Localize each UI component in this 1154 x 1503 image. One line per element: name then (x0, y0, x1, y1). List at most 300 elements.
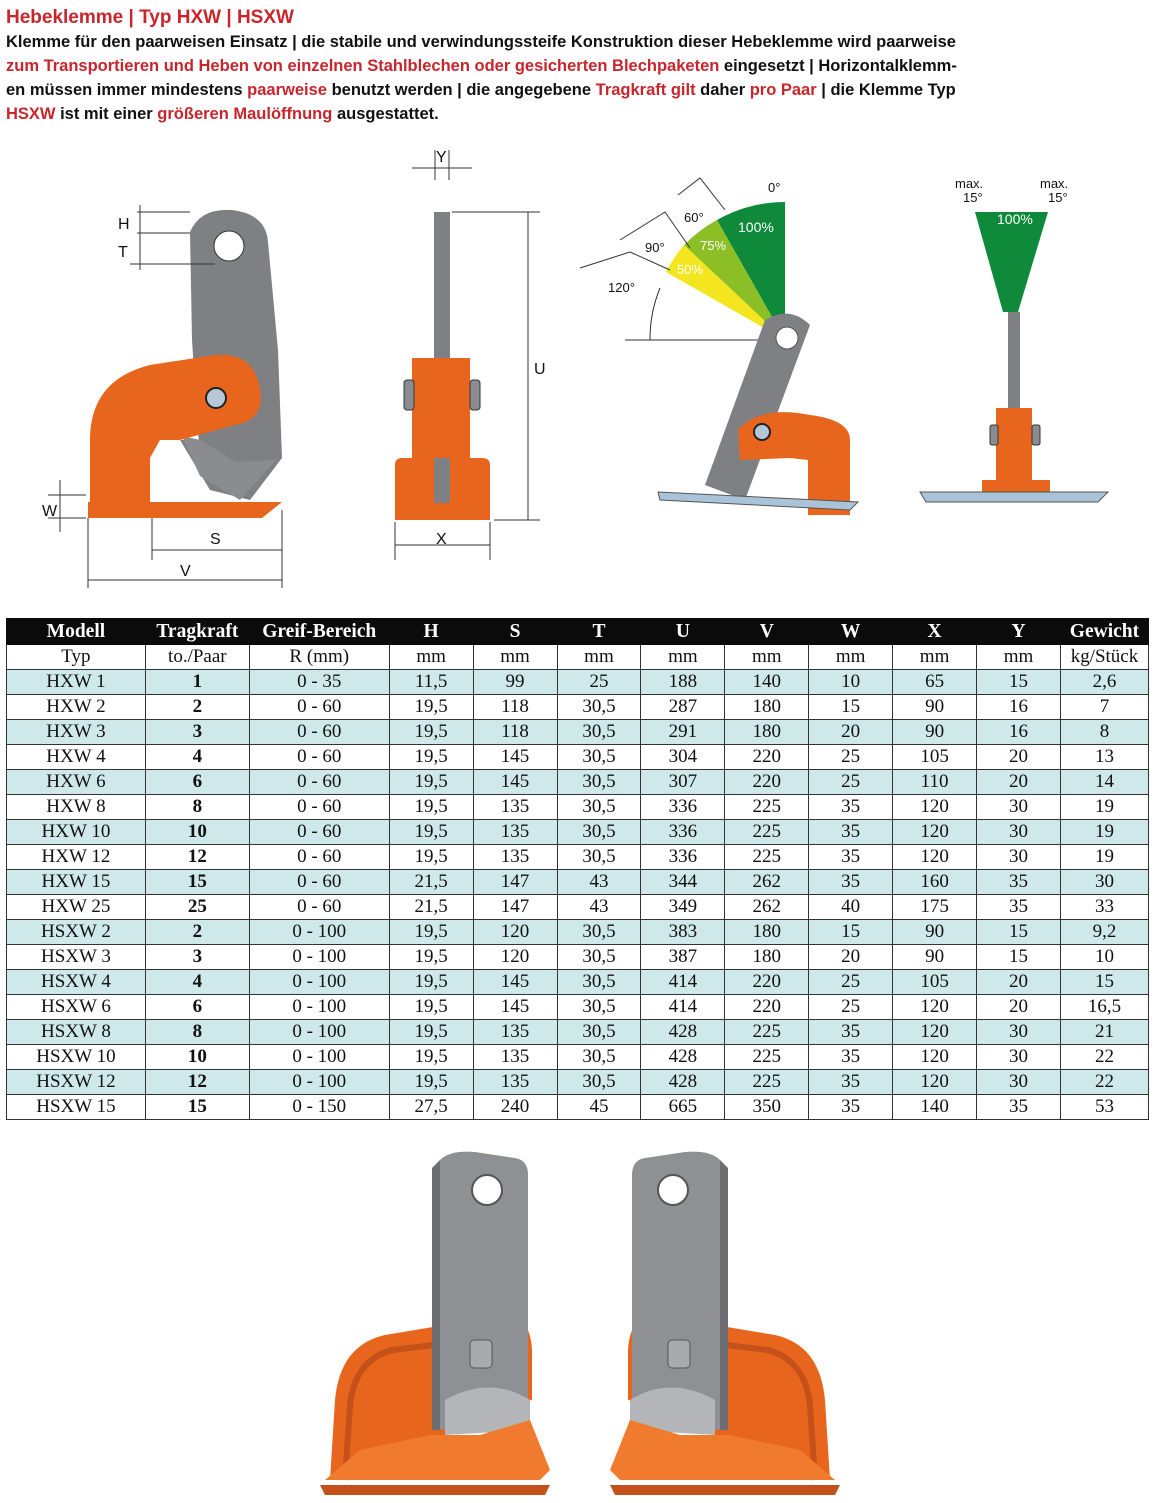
table-cell: 120 (893, 995, 977, 1020)
table-cell: 25 (557, 670, 641, 695)
table-cell: HSXW 3 (7, 945, 146, 970)
pct-75: 75% (700, 238, 727, 253)
table-cell: 19 (1060, 820, 1148, 845)
column-header: X (893, 619, 977, 645)
column-header: Greif-Bereich (249, 619, 389, 645)
table-cell: 225 (725, 845, 809, 870)
table-row (7, 795, 1149, 820)
angle-120: 120° (608, 280, 635, 295)
table-cell: 30 (977, 820, 1061, 845)
table-body (7, 670, 1149, 1120)
table-cell: 147 (473, 870, 557, 895)
table-cell: 8 (1060, 720, 1148, 745)
table-cell: 19,5 (389, 695, 473, 720)
table-cell: 188 (641, 670, 725, 695)
table-cell: 19,5 (389, 945, 473, 970)
table-cell: 225 (725, 820, 809, 845)
table-cell: 19,5 (389, 995, 473, 1020)
table-cell: 19,5 (389, 820, 473, 845)
table-cell: 2 (145, 920, 249, 945)
column-header: U (641, 619, 725, 645)
table-cell: 120 (893, 845, 977, 870)
table-cell: 90 (893, 945, 977, 970)
table-cell: 428 (641, 1020, 725, 1045)
column-header: V (725, 619, 809, 645)
table-cell: 27,5 (389, 1095, 473, 1120)
table-cell: 53 (1060, 1095, 1148, 1120)
table-cell: 220 (725, 970, 809, 995)
dim-label-h: H (118, 216, 130, 233)
table-row (7, 670, 1149, 695)
table-cell: 336 (641, 795, 725, 820)
column-header: W (809, 619, 893, 645)
table-cell: 120 (473, 945, 557, 970)
table-cell: HSXW 2 (7, 920, 146, 945)
table-row (7, 920, 1149, 945)
table-row (7, 820, 1149, 845)
table-cell: 35 (809, 1070, 893, 1095)
table-cell: 135 (473, 795, 557, 820)
table-cell: 21 (1060, 1020, 1148, 1045)
table-cell: 9,2 (1060, 920, 1148, 945)
table-cell: HSXW 6 (7, 995, 146, 1020)
technical-drawings (0, 140, 1154, 590)
table-cell: 118 (473, 720, 557, 745)
table-cell: 304 (641, 745, 725, 770)
angle-60: 60° (684, 210, 704, 225)
table-cell: 35 (809, 1095, 893, 1120)
table-cell: 30,5 (557, 820, 641, 845)
table-cell: 0 - 60 (249, 770, 389, 795)
table-cell: 0 - 60 (249, 720, 389, 745)
table-cell: HXW 2 (7, 695, 146, 720)
table-row (7, 745, 1149, 770)
table-cell: 180 (725, 945, 809, 970)
table-cell: 16 (977, 695, 1061, 720)
table-row (7, 720, 1149, 745)
table-cell: 0 - 100 (249, 995, 389, 1020)
table-cell: 0 - 60 (249, 745, 389, 770)
table-cell: 25 (809, 745, 893, 770)
table-cell: 3 (145, 945, 249, 970)
unit-cell: mm (893, 645, 977, 670)
table-cell: 12 (145, 1070, 249, 1095)
table-cell: 15 (977, 920, 1061, 945)
table-cell: 0 - 100 (249, 920, 389, 945)
table-cell: 10 (1060, 945, 1148, 970)
table-cell: 0 - 60 (249, 695, 389, 720)
table-cell: 35 (977, 1095, 1061, 1120)
table-cell: 0 - 60 (249, 820, 389, 845)
table-cell: 30,5 (557, 1070, 641, 1095)
dim-label-y: Y (436, 149, 447, 166)
max-pct: 100% (997, 211, 1033, 227)
table-cell: 21,5 (389, 870, 473, 895)
table-cell: 19,5 (389, 920, 473, 945)
table-cell: 120 (893, 1020, 977, 1045)
table-cell: 15 (1060, 970, 1148, 995)
table-cell: 21,5 (389, 895, 473, 920)
table-cell: 16,5 (1060, 995, 1148, 1020)
table-cell: 19 (1060, 845, 1148, 870)
table-cell: 15 (145, 1095, 249, 1120)
table-cell: 11,5 (389, 670, 473, 695)
table-cell: 43 (557, 895, 641, 920)
table-cell: 240 (473, 1095, 557, 1120)
table-cell: 0 - 100 (249, 945, 389, 970)
table-cell: 135 (473, 1020, 557, 1045)
table-cell: 20 (977, 770, 1061, 795)
table-cell: 40 (809, 895, 893, 920)
table-cell: 120 (473, 920, 557, 945)
table-cell: 19,5 (389, 1045, 473, 1070)
table-cell: 19,5 (389, 770, 473, 795)
table-cell: 30,5 (557, 770, 641, 795)
table-cell: 10 (145, 1045, 249, 1070)
unit-cell: mm (473, 645, 557, 670)
table-cell: HXW 15 (7, 870, 146, 895)
table-cell: 30,5 (557, 920, 641, 945)
table-cell: 22 (1060, 1045, 1148, 1070)
table-cell: HSXW 10 (7, 1045, 146, 1070)
pct-100: 100% (738, 219, 774, 235)
table-cell: 3 (145, 720, 249, 745)
table-cell: 8 (145, 795, 249, 820)
page-title: Hebeklemme | Typ HXW | HSXW (6, 7, 294, 28)
plain-text: | die Klemme Typ (816, 81, 956, 99)
table-cell: 105 (893, 745, 977, 770)
table-cell: 180 (725, 695, 809, 720)
table-cell: 25 (145, 895, 249, 920)
table-cell: 220 (725, 770, 809, 795)
table-cell: HSXW 12 (7, 1070, 146, 1095)
table-cell: HXW 12 (7, 845, 146, 870)
table-cell: 120 (893, 1045, 977, 1070)
plain-text: benutzt werden | die angegebene (326, 81, 596, 99)
table-cell: 19,5 (389, 1070, 473, 1095)
table-cell: 414 (641, 970, 725, 995)
table-cell: 90 (893, 720, 977, 745)
table-cell: 6 (145, 995, 249, 1020)
plain-text: eingesetzt | Horizontalklemm- (719, 57, 957, 75)
table-row (7, 995, 1149, 1020)
table-cell: 414 (641, 995, 725, 1020)
table-cell: 25 (809, 995, 893, 1020)
table-unit-row (7, 645, 1149, 670)
table-cell: 19,5 (389, 745, 473, 770)
table-cell: 20 (809, 945, 893, 970)
table-cell: 350 (725, 1095, 809, 1120)
table-cell: 19,5 (389, 845, 473, 870)
table-cell: 118 (473, 695, 557, 720)
intro-line-3 (6, 78, 1148, 102)
dim-label-x: X (436, 531, 447, 548)
table-cell: 30 (1060, 870, 1148, 895)
table-row (7, 945, 1149, 970)
table-row (7, 1095, 1149, 1120)
max-angle-drawing (920, 176, 1108, 502)
table-cell: 30,5 (557, 795, 641, 820)
table-cell: 225 (725, 1045, 809, 1070)
table-cell: 180 (725, 720, 809, 745)
table-cell: 15 (145, 870, 249, 895)
table-cell: 0 - 35 (249, 670, 389, 695)
max-left-deg: 15° (963, 190, 983, 205)
table-cell: 15 (977, 670, 1061, 695)
column-header: Gewicht (1060, 619, 1148, 645)
table-cell: 90 (893, 920, 977, 945)
table-cell: 14 (1060, 770, 1148, 795)
table-cell: 30 (977, 845, 1061, 870)
table-cell: 10 (809, 670, 893, 695)
table-cell: 30 (977, 1045, 1061, 1070)
table-cell: 428 (641, 1045, 725, 1070)
table-cell: 33 (1060, 895, 1148, 920)
table-cell: 349 (641, 895, 725, 920)
plain-text: ausgestattet. (332, 105, 439, 123)
table-cell: HXW 6 (7, 770, 146, 795)
table-cell: 135 (473, 845, 557, 870)
table-cell: 225 (725, 795, 809, 820)
table-row (7, 870, 1149, 895)
pct-50: 50% (677, 262, 704, 277)
table-cell: 20 (977, 745, 1061, 770)
table-cell: 30,5 (557, 745, 641, 770)
table-cell: 1 (145, 670, 249, 695)
table-cell: 25 (809, 770, 893, 795)
header (6, 6, 1148, 126)
dim-label-u: U (534, 361, 546, 378)
table-cell: 145 (473, 995, 557, 1020)
table-cell: 30,5 (557, 995, 641, 1020)
highlight-text: Tragkraft gilt (595, 81, 696, 99)
product-photo (300, 1150, 860, 1500)
table-cell: 45 (557, 1095, 641, 1120)
unit-cell: kg/Stück (1060, 645, 1148, 670)
table-row (7, 770, 1149, 795)
table-cell: 120 (893, 1070, 977, 1095)
table-row (7, 1045, 1149, 1070)
unit-cell: mm (557, 645, 641, 670)
table-row (7, 970, 1149, 995)
table-cell: 90 (893, 695, 977, 720)
unit-cell: mm (725, 645, 809, 670)
table-cell: 220 (725, 995, 809, 1020)
table-cell: 22 (1060, 1070, 1148, 1095)
table-cell: 8 (145, 1020, 249, 1045)
table-cell: 4 (145, 970, 249, 995)
table-cell: 30 (977, 1070, 1061, 1095)
table-cell: HXW 1 (7, 670, 146, 695)
table-cell: 262 (725, 895, 809, 920)
table-cell: 30,5 (557, 695, 641, 720)
unit-cell: mm (977, 645, 1061, 670)
highlight-text: pro Paar (749, 81, 817, 99)
table-cell: 6 (145, 770, 249, 795)
table-cell: 0 - 100 (249, 1070, 389, 1095)
table-cell: 30,5 (557, 945, 641, 970)
column-header: Tragkraft (145, 619, 249, 645)
table-cell: 30,5 (557, 845, 641, 870)
unit-cell: to./Paar (145, 645, 249, 670)
table-cell: HXW 25 (7, 895, 146, 920)
table-cell: 30,5 (557, 1020, 641, 1045)
table-cell: 19,5 (389, 970, 473, 995)
table-cell: HXW 8 (7, 795, 146, 820)
max-left-label: max. (955, 176, 984, 191)
dim-label-w: W (42, 503, 58, 520)
table-cell: HSXW 15 (7, 1095, 146, 1120)
unit-cell: mm (809, 645, 893, 670)
column-header: H (389, 619, 473, 645)
table-row (7, 845, 1149, 870)
table-cell: 665 (641, 1095, 725, 1120)
table-cell: 20 (977, 970, 1061, 995)
table-cell: 16 (977, 720, 1061, 745)
table-cell: 99 (473, 670, 557, 695)
unit-cell: mm (389, 645, 473, 670)
table-cell: 43 (557, 870, 641, 895)
max-right-deg: 15° (1048, 190, 1068, 205)
table-cell: 20 (809, 720, 893, 745)
table-cell: 35 (809, 845, 893, 870)
table-cell: 25 (809, 970, 893, 995)
intro-line-4 (6, 102, 1148, 126)
table-cell: 35 (809, 1045, 893, 1070)
plain-text: daher (695, 81, 750, 99)
table-cell: 336 (641, 820, 725, 845)
table-cell: 287 (641, 695, 725, 720)
table-cell: 2,6 (1060, 670, 1148, 695)
table-cell: 4 (145, 745, 249, 770)
intro-line-2 (6, 54, 1148, 78)
intro-text (6, 30, 1148, 126)
dim-label-v: V (180, 563, 191, 580)
highlight-text: größeren Maulöffnung (157, 105, 333, 123)
table-cell: 19,5 (389, 720, 473, 745)
table-cell: 120 (893, 820, 977, 845)
table-row (7, 1070, 1149, 1095)
table-cell: 160 (893, 870, 977, 895)
table-cell: 35 (809, 870, 893, 895)
table-cell: 387 (641, 945, 725, 970)
table-header-row (7, 619, 1149, 645)
highlight-text: paarweise (247, 81, 327, 99)
angle-0: 0° (768, 180, 781, 195)
table-cell: 12 (145, 845, 249, 870)
max-right-label: max. (1040, 176, 1069, 191)
table-row (7, 1020, 1149, 1045)
table-cell: 110 (893, 770, 977, 795)
table-cell: 7 (1060, 695, 1148, 720)
table-cell: 15 (809, 695, 893, 720)
front-view-drawing (395, 149, 546, 560)
table-cell: 344 (641, 870, 725, 895)
table-cell: 19,5 (389, 795, 473, 820)
table-cell: 120 (893, 795, 977, 820)
column-header: Modell (7, 619, 146, 645)
highlight-text: HSXW (6, 105, 56, 123)
table-cell: 35 (809, 1020, 893, 1045)
table-cell: 145 (473, 770, 557, 795)
table-cell: 383 (641, 920, 725, 945)
table-cell: 19,5 (389, 1020, 473, 1045)
table-cell: 30 (977, 1020, 1061, 1045)
table-cell: 147 (473, 895, 557, 920)
intro-line-1: Klemme für den paarweisen Einsatz | die stabile und verwindungssteife Konstruktion dieser Hebeklemme wird paarweise (6, 33, 956, 51)
table-cell: 135 (473, 1045, 557, 1070)
clamp-left-photo (320, 1152, 550, 1495)
plain-text: ist mit einer (55, 105, 158, 123)
table-cell: 65 (893, 670, 977, 695)
table-cell: 30 (977, 795, 1061, 820)
unit-cell: R (mm) (249, 645, 389, 670)
table-cell: 30,5 (557, 720, 641, 745)
table-cell: HXW 4 (7, 745, 146, 770)
plain-text: en müssen immer mindestens (6, 81, 248, 99)
table-cell: 428 (641, 1070, 725, 1095)
table-cell: HSXW 4 (7, 970, 146, 995)
table-cell: HSXW 8 (7, 1020, 146, 1045)
table-cell: 307 (641, 770, 725, 795)
table-cell: 35 (977, 895, 1061, 920)
table-cell: 336 (641, 845, 725, 870)
column-header: T (557, 619, 641, 645)
table-row (7, 695, 1149, 720)
table-cell: 35 (977, 870, 1061, 895)
table-cell: 0 - 60 (249, 895, 389, 920)
table-cell: 220 (725, 745, 809, 770)
table-cell: 225 (725, 1070, 809, 1095)
table-cell: 135 (473, 820, 557, 845)
table-cell: 0 - 150 (249, 1095, 389, 1120)
column-header: Y (977, 619, 1061, 645)
unit-cell: Typ (7, 645, 146, 670)
table-row (7, 895, 1149, 920)
spec-table (6, 618, 1149, 1120)
table-cell: 145 (473, 970, 557, 995)
table-cell: 15 (977, 945, 1061, 970)
angle-90: 90° (645, 240, 665, 255)
table-cell: 0 - 100 (249, 970, 389, 995)
table-cell: 0 - 60 (249, 845, 389, 870)
table-cell: 30,5 (557, 1045, 641, 1070)
table-cell: 35 (809, 795, 893, 820)
table-cell: 140 (893, 1095, 977, 1120)
clamp-right-photo (610, 1152, 840, 1495)
table-cell: 0 - 100 (249, 1045, 389, 1070)
table-cell: 2 (145, 695, 249, 720)
table-cell: 35 (809, 820, 893, 845)
side-view-drawing (42, 205, 282, 588)
table-cell: 135 (473, 1070, 557, 1095)
table-cell: 0 - 60 (249, 870, 389, 895)
table-cell: 20 (977, 995, 1061, 1020)
table-cell: 145 (473, 745, 557, 770)
table-cell: 0 - 60 (249, 795, 389, 820)
dim-label-t: T (118, 244, 128, 261)
highlight-text: zum Transportieren und Heben von einzelnen Stahlblechen oder gesicherten Blechpaketen (6, 57, 720, 75)
table-cell: 225 (725, 1020, 809, 1045)
table-cell: 19 (1060, 795, 1148, 820)
table-cell: 140 (725, 670, 809, 695)
table-cell: 13 (1060, 745, 1148, 770)
unit-cell: mm (641, 645, 725, 670)
table-cell: 175 (893, 895, 977, 920)
table-cell: HXW 10 (7, 820, 146, 845)
table-cell: 0 - 100 (249, 1020, 389, 1045)
table-cell: 105 (893, 970, 977, 995)
